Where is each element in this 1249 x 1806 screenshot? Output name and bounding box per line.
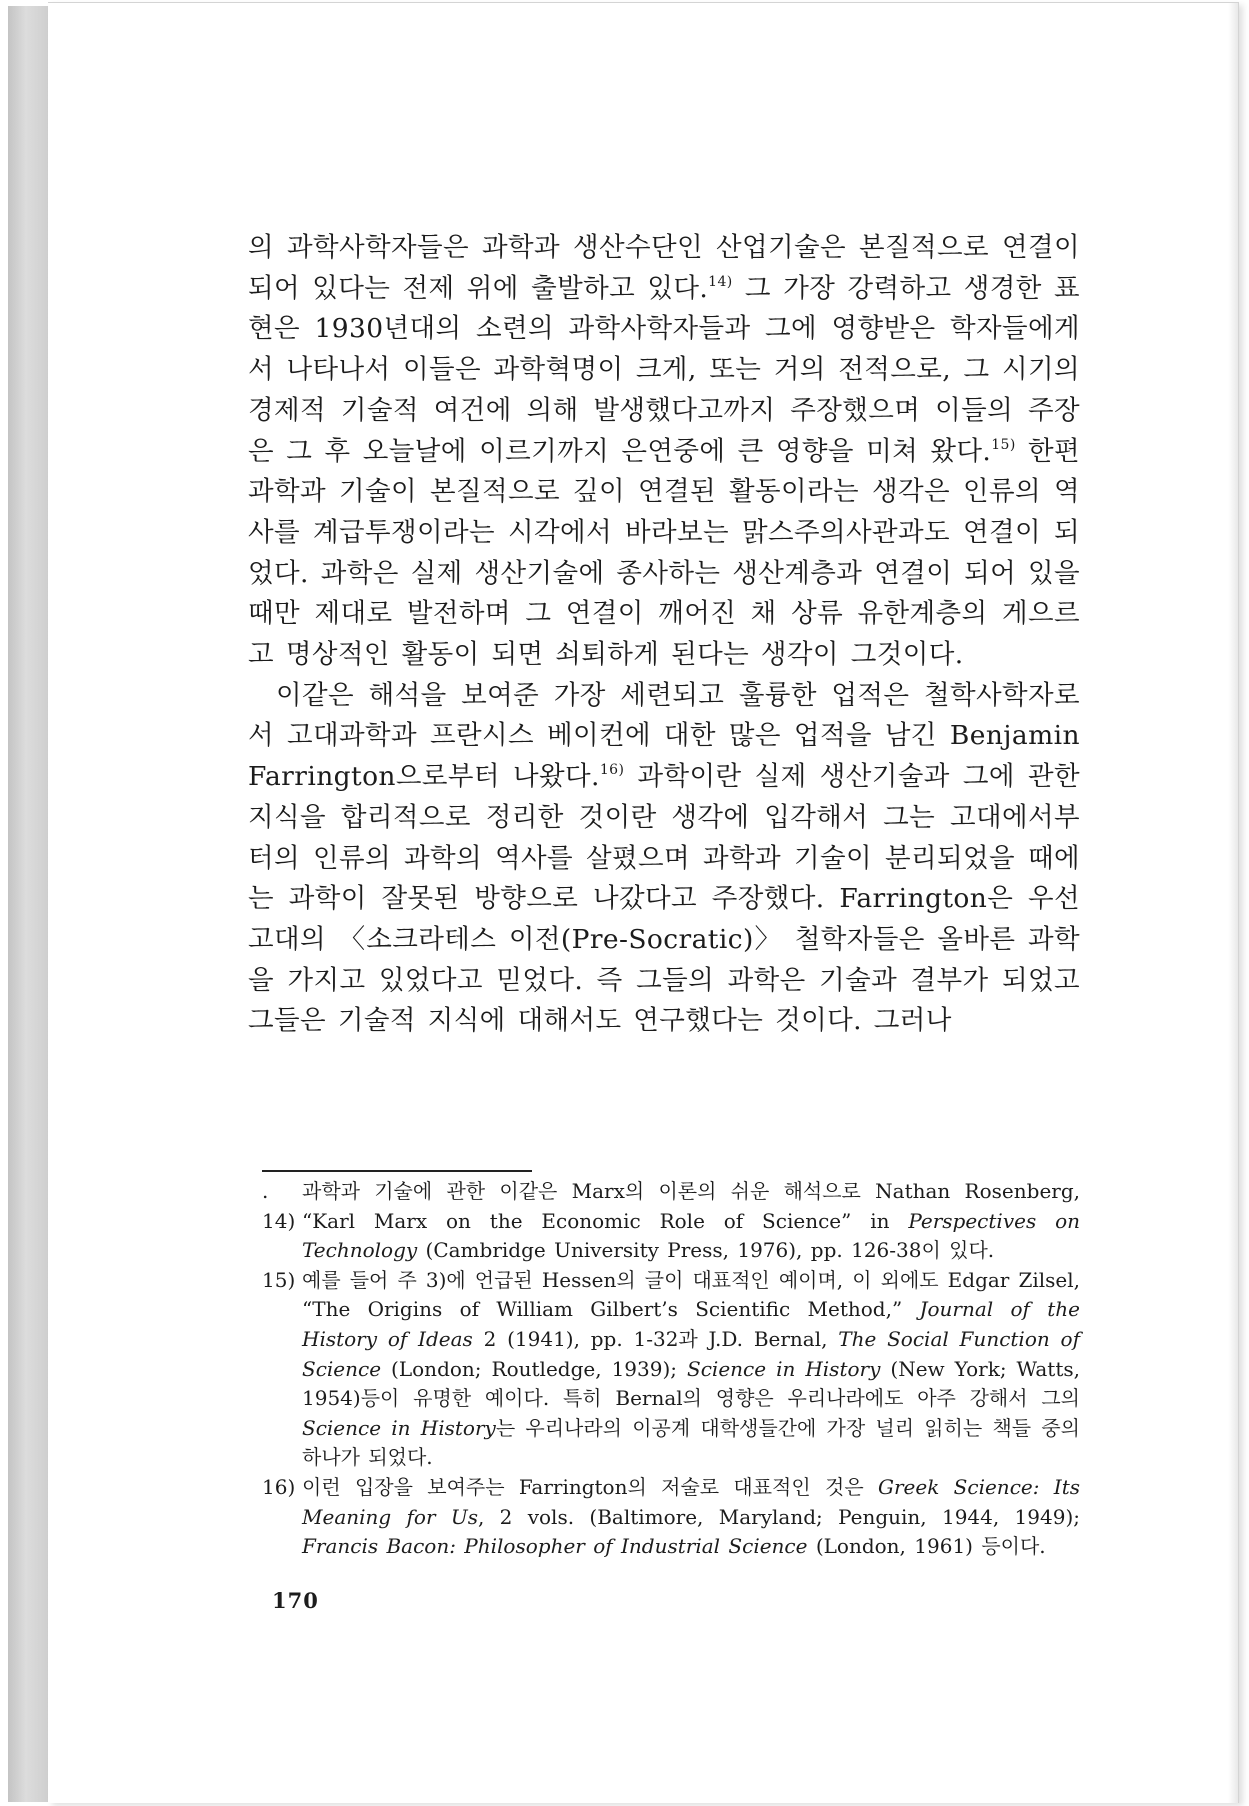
paragraph-1: 의 과학사학자들은 과학과 생산수단인 산업기술은 본질적으로 연결이 되어 있다는 전제 위에 출발하고 있다.$^{14)}$ 그 가장 강력하고 생경한 표현은 1930년대의 소련의 과학사학자들과 그에 영향받은 학자들에게서 나타나서 이들은 과학혁명이 크게, 또는 거의 전적으로, 그 시기의 경제적 기술적 여건에 의해 발생했다고까지 주장했으며 이들의 주장은 그 후 오늘날에 이르기까지 은연중에 큰 영향을 미쳐 왔다.$^{15)}$ 한편 과학과 기술이 본질적으로 깊이 연결된 활동이라는 생각은 인류의 역사를 계급투쟁이라는 시각에서 바라보는 맑스주의사관과도 연결이 되었다. 과학은 실제 생산기술에 종사하는 생산계층과 연결이 되어 있을 때만 제대로 발전하며 그 연결이 깨어진 채 상류 유한계층의 게으르고 명상적인 활동이 되면 쇠퇴하게 된다는 생각이 그것이다. xyxy=(248,232,1080,671)
footnote-text: 이런 입장을 보여주는 Farrington의 저술로 대표적인 것은 Greek Science: Its Meaning for Us, 2 vols. (Baltimore, Maryland; Penguin, 1944, 1949); Francis Bacon: Philosopher of Industrial Science (London, 1961) 등이다. xyxy=(302,1474,1081,1559)
footnote-number: . 14) xyxy=(262,1179,296,1233)
footnote-text: 과학과 기술에 관한 이같은 Marx의 이론의 쉬운 해석으로 Nathan Rosenberg, “Karl Marx on the Economic Role of Science” in Perspectives on Technology (Cambridge University Press, 1976), pp. 126-38이 있다. xyxy=(302,1179,1080,1263)
footnote-14 xyxy=(262,1177,1080,1266)
paragraph-2: 이같은 해석을 보여준 가장 세련되고 훌륭한 업적은 철학사학자로서 고대과학과 프란시스 베이컨에 대한 많은 업적을 남긴 Benjamin Farrington으로부터 나왔다.$^{16)}$ 과학이란 실제 생산기술과 그에 관한 지식을 합리적으로 정리한 것이란 생각에 입각해서 그는 고대에서부터의 인류의 과학의 역사를 살폈으며 과학과 기술이 분리되었을 때에는 과학이 잘못된 방향으로 나갔다고 주장했다. Farrington은 우선 고대의 〈소크라테스 이전(Pre-Socratic)〉 철학자들은 올바른 과학을 가지고 있었다고 믿었다. 즉 그들의 과학은 기술과 결부가 되었고 그들은 기술적 지식에 대해서도 연구했다는 것이다. 그러나 xyxy=(248,679,1080,1037)
footnote-ref-15[interactable]: 15) xyxy=(991,436,1016,453)
footnote-text: 예를 들어 주 3)에 언급된 Hessen의 글이 대표적인 예이며, 이 외에도 Edgar Zilsel, “The Origins of William Gilbert’s Scientific Method,” Journal of the History of Ideas 2 (1941), pp. 1-32과 J.D. Bernal, The Social Function of Science (London; Routledge, 1939); Science in History (New York; Watts, 1954)등이 유명한 예이다. 특히 Bernal의 영향은 우리나라에도 아주 강해서 그의 Science in History는 우리나라의 이공계 대학생들간에 가장 널리 읽히는 책들 중의 하나가 되었다. xyxy=(302,1267,1080,1470)
footnote-ref-16[interactable]: 16) xyxy=(599,762,625,779)
footnote-number: 16) xyxy=(262,1474,296,1499)
book-spine xyxy=(8,6,49,1802)
footnotes xyxy=(262,1177,1080,1562)
footnote-15 xyxy=(262,1266,1080,1473)
footnote-16 xyxy=(262,1473,1080,1562)
footnote-divider xyxy=(262,1170,532,1172)
footnote-ref-14[interactable]: 14) xyxy=(708,273,733,290)
body-text xyxy=(248,228,1080,1042)
footnote-number: 15) xyxy=(262,1267,296,1292)
page-number: 170 xyxy=(272,1588,319,1613)
page-edge xyxy=(1228,3,1238,1803)
